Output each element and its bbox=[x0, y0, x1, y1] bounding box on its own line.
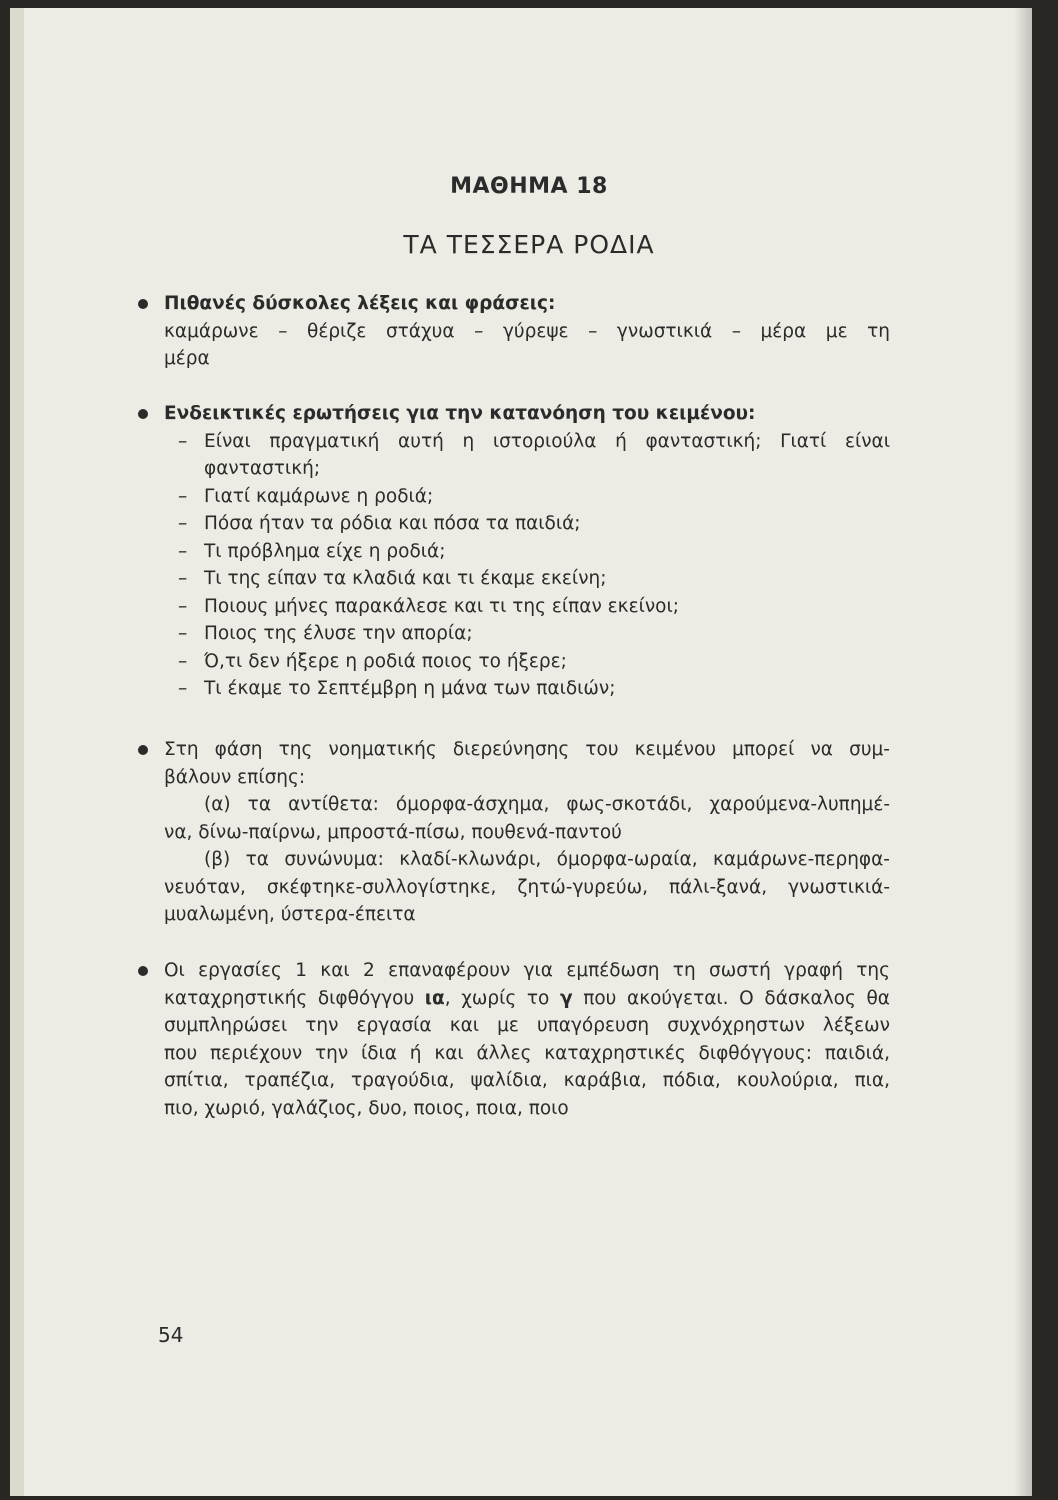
dash-icon: – bbox=[178, 485, 188, 507]
bullet-icon bbox=[138, 966, 148, 976]
exercises-section bbox=[164, 957, 890, 1122]
dash-icon: – bbox=[178, 623, 188, 644]
bullet-icon bbox=[138, 745, 148, 755]
dash-icon: – bbox=[178, 568, 188, 589]
antonyms-line: να, δίνω-παίρνω, μπροστά-πίσω, πουθενά-παντού bbox=[164, 821, 622, 843]
synonyms-line: νευόταν, σκέφτηκε-συλλογίστηκε, ζητώ-γυρεύω, πάλι-ξανά, γνωστικιά- bbox=[164, 876, 890, 898]
bullet-icon bbox=[138, 299, 148, 309]
dash-icon: – bbox=[178, 678, 188, 699]
antonyms-line: (α) τα αντίθετα: όμορφα-άσχημα, φως-σκοτάδι, χαρούμενα-λυπημέ- bbox=[204, 794, 890, 815]
synonyms-line: μυαλωμένη, ύστερα-έπειτα bbox=[164, 904, 416, 925]
lesson-title: ΤΑ ΤΕΣΣΕΡΑ ΡΟΔΙΑ bbox=[403, 230, 655, 259]
difficult-words-line: καμάρωνε – θέριζε στάχυα – γύρεψε – γνωστικιά – μέρα με τη bbox=[164, 320, 890, 342]
difficult-words-line: μέρα bbox=[164, 348, 210, 369]
dash-icon: – bbox=[178, 595, 188, 617]
exploration-section bbox=[164, 736, 890, 929]
question-item: – Πόσα ήταν τα ρόδια και πόσα τα παιδιά; bbox=[164, 510, 890, 538]
dash-icon: – bbox=[178, 513, 188, 534]
question-item: – Ποιους μήνες παρακάλεσε και τι της είπαν εκείνοι; bbox=[164, 593, 890, 621]
difficult-words-section bbox=[164, 290, 890, 373]
question-item: – Είναι πραγματική αυτή η ιστοριούλα ή φανταστική; Γιατί είναι φανταστική; bbox=[164, 428, 890, 483]
bullet-icon bbox=[138, 409, 148, 419]
exercises-line: καταχρηστικής διφθόγγου ια, χωρίς το γ που ακούγεται. Ο δάσκαλος θα bbox=[164, 987, 890, 1009]
exercises-line: που περιέχουν την ίδια ή και άλλες καταχρηστικές διφθόγγους: παιδιά, bbox=[164, 1042, 890, 1064]
exploration-line: Στη φάση της νοηματικής διερεύνησης του κειμένου μπορεί να συμ- bbox=[164, 739, 890, 760]
questions-heading: Ενδεικτικές ερωτήσεις για την κατανόηση του κειμένου: bbox=[164, 403, 756, 424]
dash-icon: – bbox=[178, 430, 188, 452]
question-item: – Γιατί καμάρωνε η ροδιά; bbox=[164, 483, 890, 511]
exercises-line: Οι εργασίες 1 και 2 επαναφέρουν για εμπέδωση τη σωστή γραφή της bbox=[164, 960, 890, 981]
exploration-line: βάλουν επίσης: bbox=[164, 766, 306, 788]
exercises-line: συμπληρώσει την εργασία και με υπαγόρευση συχνόχρηστων λέξεων bbox=[164, 1015, 890, 1036]
question-item: – Ό,τι δεν ήξερε η ροδιά ποιος το ήξερε; bbox=[164, 648, 890, 676]
page-number: 54 bbox=[158, 1323, 184, 1347]
lesson-number: ΜΑΘΗΜΑ 18 bbox=[450, 174, 608, 199]
question-item: – Τι έκαμε το Σεπτέμβρη η μάνα των παιδιών; bbox=[164, 675, 890, 703]
dash-icon: – bbox=[178, 540, 188, 562]
question-item: – Τι πρόβλημα είχε η ροδιά; bbox=[164, 538, 890, 566]
questions-section bbox=[164, 400, 890, 703]
synonyms-line: (β) τα συνώνυμα: κλαδί-κλωνάρι, όμορφα-ωραία, καμάρωνε-περηφα- bbox=[204, 849, 890, 870]
dash-icon: – bbox=[178, 650, 188, 672]
exercises-line: σπίτια, τραπέζια, τραγούδια, ψαλίδια, καράβια, πόδια, κουλούρια, πια, bbox=[164, 1070, 890, 1091]
question-item: – Τι της είπαν τα κλαδιά και τι έκαμε εκείνη; bbox=[164, 565, 890, 593]
question-item: – Ποιος της έλυσε την απορία; bbox=[164, 620, 890, 648]
exercises-line: πιο, χωριό, γαλάζιος, δυο, ποιος, ποια, ποιο bbox=[164, 1097, 569, 1119]
difficult-words-heading: Πιθανές δύσκολες λέξεις και φράσεις: bbox=[164, 293, 556, 314]
